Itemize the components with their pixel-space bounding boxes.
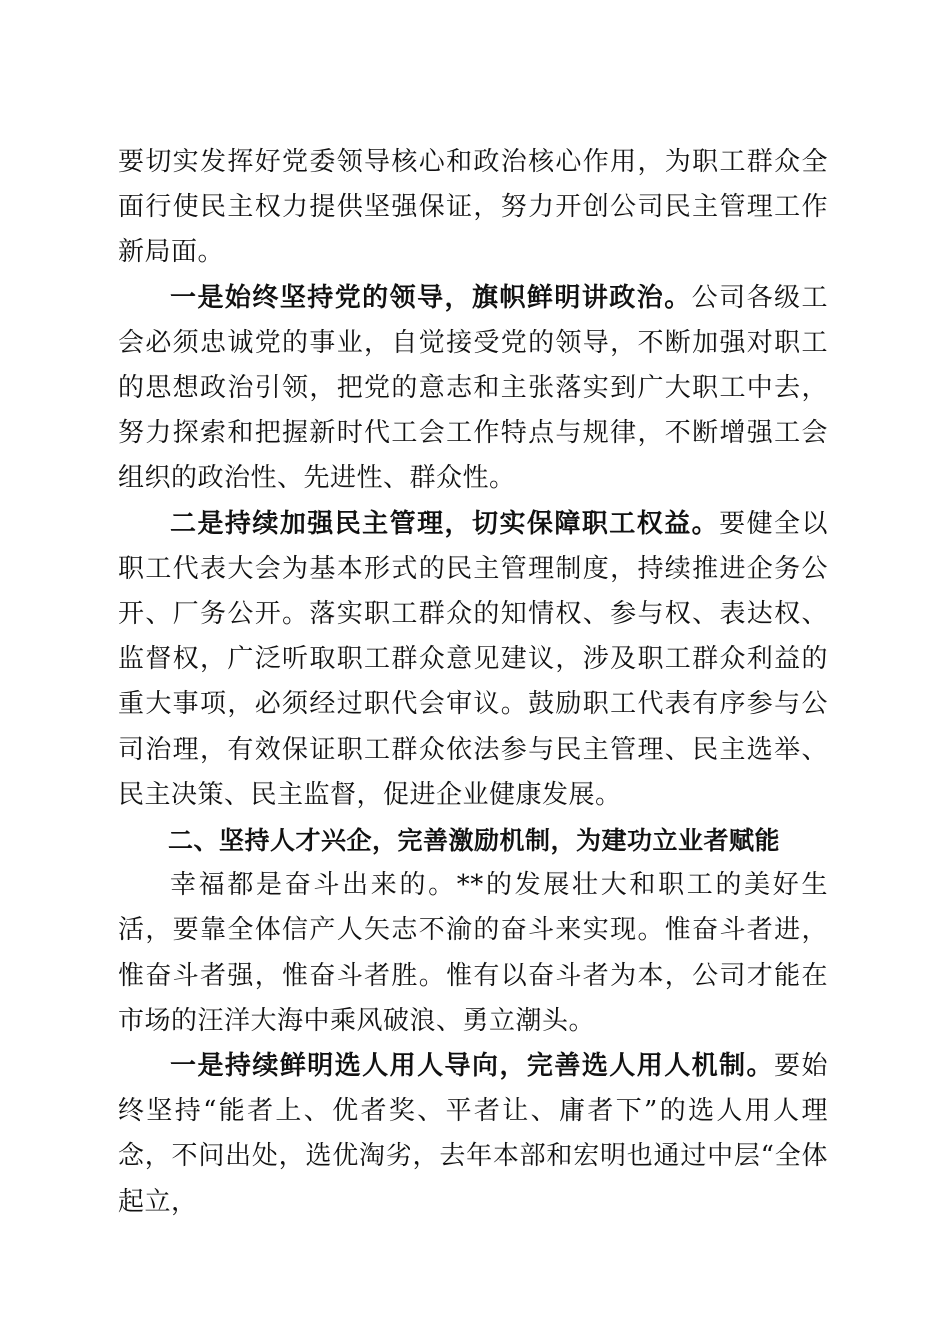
section-heading: 二、坚持人才兴企，完善激励机制，为建功立业者赋能	[168, 826, 781, 856]
paragraph-lead: 二是持续加强民主管理，切实保障职工权益。	[170, 508, 720, 539]
paragraph-democratic-management	[118, 502, 828, 818]
paragraph-text: 要始终坚持“能者上、优者奖、平者让、庸者下”的选人用人理念，不问出处，选优淘劣，去年本部和宏明也通过中层“全体起立，	[118, 1051, 828, 1217]
paragraph-lead: 一是始终坚持党的领导，旗帜鲜明讲政治。	[170, 282, 692, 313]
paragraph-text: 要切实发挥好党委领导核心和政治核心作用，为职工群众全面行使民主权力提供坚强保证，努力开创公司民主管理工作新局面。	[118, 147, 828, 268]
document-body	[118, 140, 828, 1225]
paragraph-party-leadership	[118, 276, 828, 502]
paragraph-text: 要健全以职工代表大会为基本形式的民主管理制度，持续推进企务公开、厂务公开。落实职工群众的知情权、参与权、表达权、监督权，广泛听取职工群众意见建议，涉及职工群众利益的重大事项，必须经过职代会审议。鼓励职工代表有序参与公司治理，有效保证职工群众依法参与民主管理、民主选举、民主决策、民主监督，促进企业健康发展。	[118, 508, 828, 810]
paragraph-text: 公司各级工会必须忠诚党的事业，自觉接受党的领导，不断加强对职工的思想政治引领，把党的意志和主张落实到广大职工中去，努力探索和把握新时代工会工作特点与规律，不断增强工会组织的政治性、先进性、群众性。	[118, 282, 828, 494]
paragraph-striving	[118, 863, 828, 1044]
paragraph-talent-selection	[118, 1044, 828, 1225]
paragraph-continuation	[118, 140, 828, 276]
paragraph-text: 幸福都是奋斗出来的。**的发展壮大和职工的美好生活，要靠全体信产人矢志不渝的奋斗来实现。惟奋斗者进，惟奋斗者强，惟奋斗者胜。惟有以奋斗者为本，公司才能在市场的汪洋大海中乘风破浪、勇立潮头。	[118, 870, 828, 1036]
paragraph-lead: 一是持续鲜明选人用人导向，完善选人用人机制。	[170, 1051, 775, 1082]
